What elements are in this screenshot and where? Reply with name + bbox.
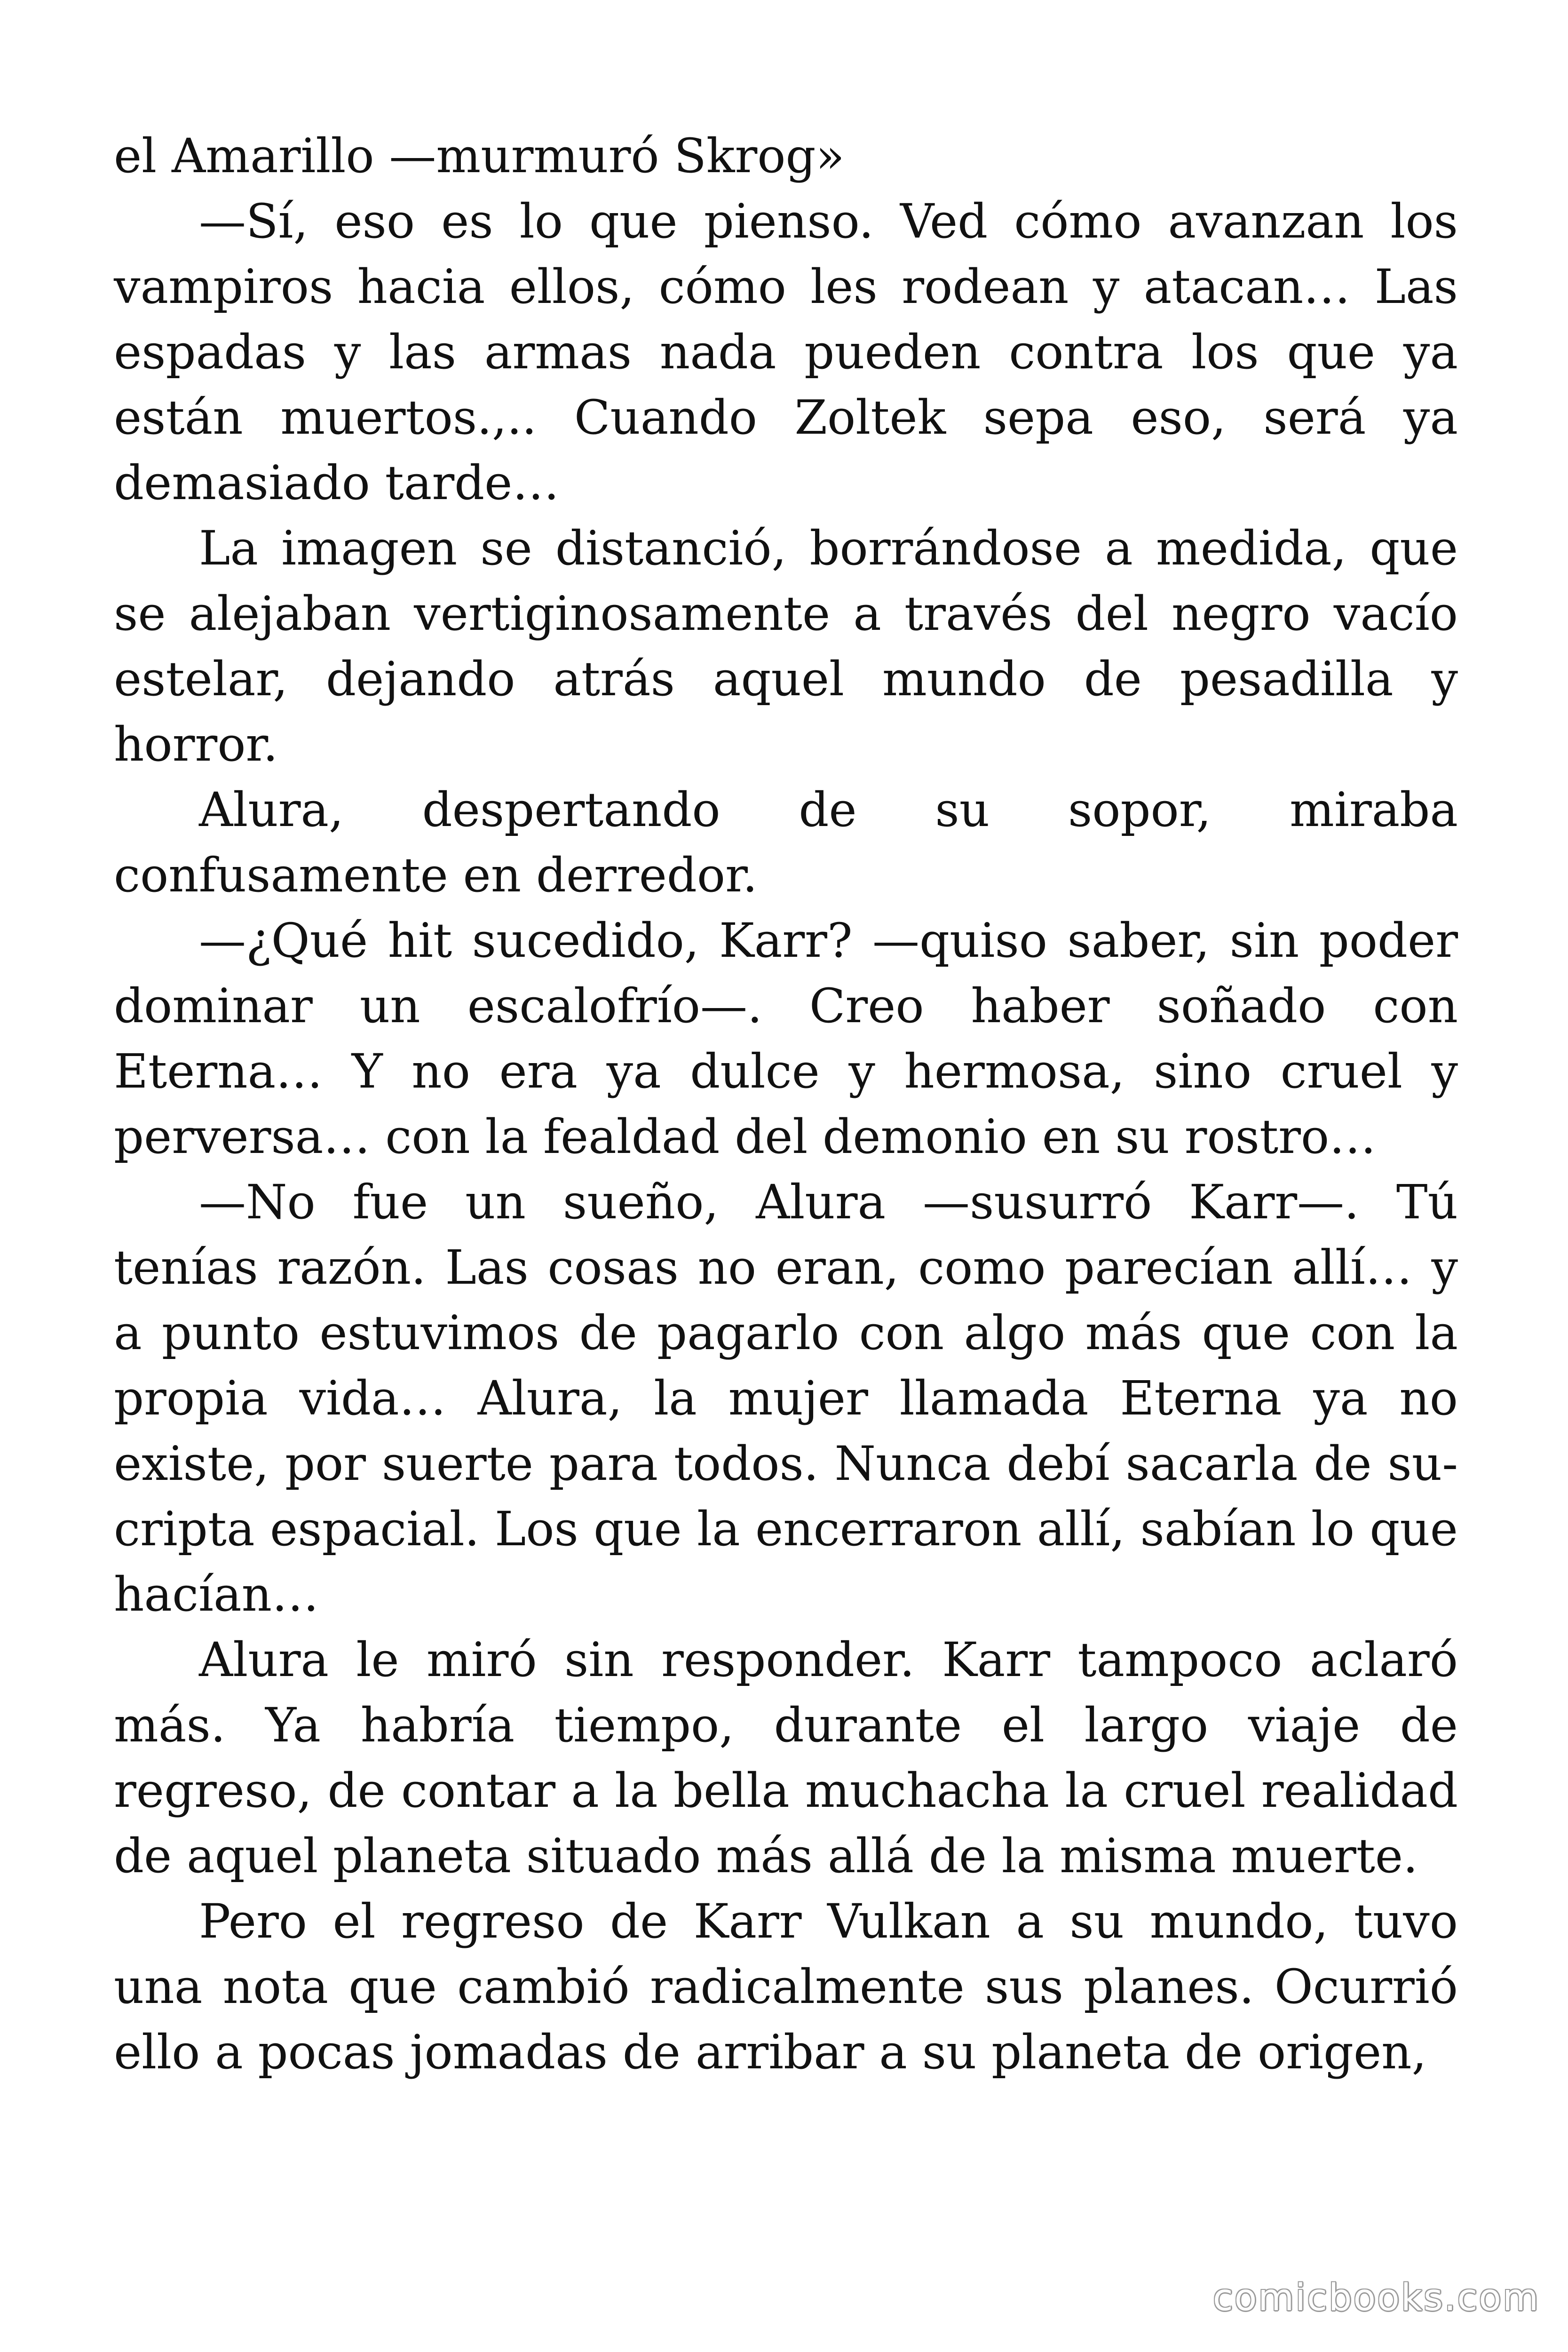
paragraph-3: La imagen se distanció, borrándose a medida, que se alejaban vertiginosamente a través del negro vacío estelar, dejando atrás aquel mundo de pesadilla y horror.: [114, 521, 1458, 772]
paragraph-1: el Amarillo —murmuró Skrog»: [114, 128, 845, 183]
paragraph-2: —Sí, eso es lo que pienso. Ved cómo avanzan los vampiros hacia ellos, cómo les rodean y atacan… Las espadas y las armas nada pueden contra los que ya están muertos.,.. Cuando Zoltek sepa eso, será ya demasiado tarde…: [114, 194, 1458, 510]
paragraph-7: Alura le miró sin responder. Karr tampoco aclaró más. Ya habría tiempo, durante el largo viaje de regreso, de contar a la bella muchacha la cruel realidad de aquel planeta situado más allá de la misma muerte.: [114, 1632, 1458, 1883]
paragraph-8: Pero el regreso de Karr Vulkan a su mundo, tuvo una nota que cambió radicalmente sus planes. Ocurrió ello a pocas jomadas de arribar a su planeta de origen,: [114, 1894, 1458, 2080]
page-text: [114, 123, 1458, 2085]
paragraph-6: —No fue un sueño, Alura —susurró Karr—. Tú tenías razón. Las cosas no eran, como parecían allí… y a punto estuvimos de pagarlo con algo más que con la propia vida… Alura, la mujer llamada Eterna ya no existe, por suerte para todos. Nunca debí sacarla de su-cripta espacial. Los que la encerraron allí, sabían lo que hacían…: [114, 1175, 1458, 1622]
paragraph-5: —¿Qué hit sucedido, Karr? —quiso saber, sin poder dominar un escalofrío—. Creo haber soñado con Eterna… Y no era ya dulce y hermosa, sino cruel y perversa… con la fealdad del demonio en su rostro…: [114, 913, 1458, 1164]
watermark: comicbooks.com: [1212, 2277, 1540, 2319]
paragraph-4: Alura, despertando de su sopor, miraba confusamente en derredor.: [114, 782, 1458, 903]
